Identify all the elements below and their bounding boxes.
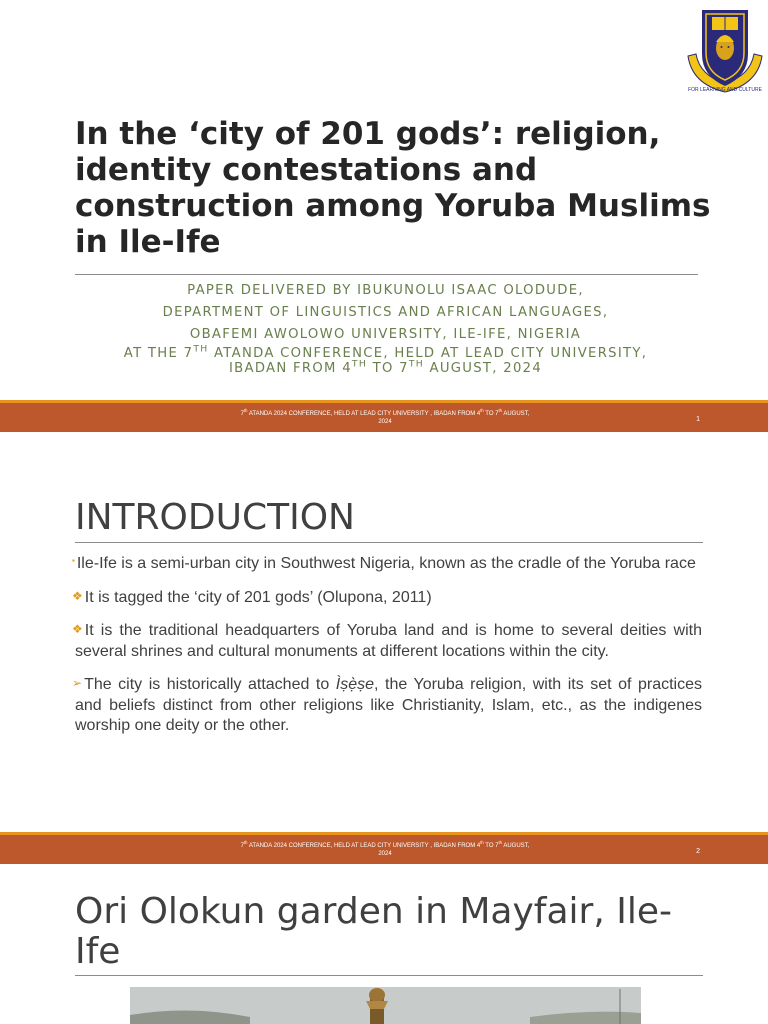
garden-slide <box>0 864 768 1024</box>
footer-text: 2024 <box>378 851 392 857</box>
bullet-list <box>72 551 703 748</box>
footer-text: 2024 <box>378 419 392 425</box>
bullet-text: It is the traditional headquarters of Yoruba land and is home to several deities with several shrines and cultural monuments at different locations within the city. <box>75 622 702 660</box>
list-item <box>72 673 703 737</box>
slide-footer <box>0 400 768 432</box>
ordinal-suffix: th <box>498 840 503 845</box>
ordinal-suffix: TH <box>193 343 209 355</box>
footer-text: AUGUST, <box>502 411 530 417</box>
ordinal-suffix: th <box>498 408 503 413</box>
ordinal-suffix: th <box>243 840 248 845</box>
title-slide <box>0 0 768 400</box>
subtitle-line-conference <box>70 343 701 361</box>
heading-divider <box>75 975 703 976</box>
list-item <box>72 619 702 662</box>
subtitle-text: AUGUST, 2024 <box>424 361 543 376</box>
ordinal-suffix: th <box>243 408 248 413</box>
subtitle-text: IBADAN FROM 4 <box>228 361 352 376</box>
footer-text: AUGUST, <box>502 843 530 849</box>
garden-photo <box>130 987 641 1024</box>
introduction-slide <box>0 432 768 832</box>
bullet-text: , the Yoruba religion, with its set of practices and beliefs distinct from other religions like Christianity, Islam, etc., as the indigenes worship one deity or the other. <box>75 676 703 734</box>
bullet-emphasis: Ìṣẹ̀ṣe <box>335 676 375 693</box>
footer-text: ATANDA 2024 CONFERENCE, HELD AT LEAD CITY UNIVERSITY , IBADAN FROM 4 <box>247 843 481 849</box>
university-crest-icon <box>684 4 766 96</box>
ordinal-suffix: TH <box>408 358 425 370</box>
footer-text: TO 7 <box>483 843 499 849</box>
heading-divider <box>75 542 703 543</box>
bullet-text: Ile-Ife is a semi-urban city in Southwest Nigeria, known as the cradle of the Yoruba race <box>76 555 696 572</box>
list-item <box>72 586 702 609</box>
subtitle-text: AT THE 7 <box>123 346 194 361</box>
ordinal-suffix: TH <box>351 358 368 370</box>
slide-heading: Ori Olokun garden in Mayfair, Ile-Ife <box>75 891 672 972</box>
subtitle-text: TO 7 <box>367 361 409 376</box>
bullet-text: The city is historically attached to <box>84 676 336 693</box>
ordinal-suffix: th <box>480 408 484 413</box>
footer-caption <box>230 842 540 858</box>
bullet-text: It is tagged the ‘city of 201 gods’ (Olupona, 2011) <box>84 588 432 606</box>
footer-text: 7 <box>240 411 244 417</box>
diamond-bullet-icon: ❖ <box>72 588 83 603</box>
footer-text: ATANDA 2024 CONFERENCE, HELD AT LEAD CITY UNIVERSITY , IBADAN FROM 4 <box>247 411 481 417</box>
ordinal-suffix: th <box>480 840 484 845</box>
square-bullet-icon: ▪ <box>72 556 75 565</box>
presentation-subtitle <box>70 280 701 376</box>
subtitle-text: ATANDA CONFERENCE, HELD AT LEAD CITY UNIVERSITY, <box>208 346 648 361</box>
arrow-bullet-icon: ➢ <box>72 676 83 690</box>
footer-text: 7 <box>240 843 244 849</box>
subtitle-line-dates <box>70 358 701 376</box>
footer-text: TO 7 <box>483 411 499 417</box>
diamond-bullet-icon: ❖ <box>72 622 83 636</box>
statue-image-icon <box>130 987 641 1024</box>
page-number: 1 <box>696 416 700 423</box>
slide-heading: INTRODUCTION <box>75 497 355 538</box>
footer-caption <box>230 410 540 426</box>
subtitle-line-department: DEPARTMENT OF LINGUISTICS AND AFRICAN LANGUAGES, <box>162 305 609 320</box>
page-number: 2 <box>696 848 700 855</box>
subtitle-line-university: OBAFEMI AWOLOWO UNIVERSITY, ILE-IFE, NIGERIA <box>189 327 582 342</box>
title-divider <box>75 274 698 275</box>
crest-motto: FOR LEARNING AND CULTURE <box>688 87 762 93</box>
slide-footer <box>0 832 768 864</box>
presentation-title: In the ‘city of 201 gods’: religion, identity contestations and construction among Yoruba Muslims in Ile-Ife <box>75 116 711 260</box>
subtitle-line-author: PAPER DELIVERED BY IBUKUNOLU ISAAC OLODUDE, <box>187 283 584 298</box>
list-item <box>72 551 702 575</box>
